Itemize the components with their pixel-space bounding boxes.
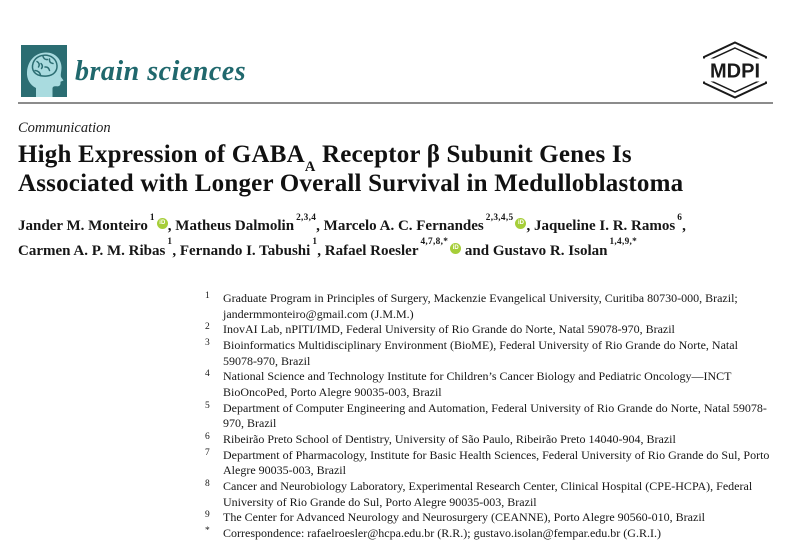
- affiliation-text: The Center for Advanced Neurology and Neurosurgery (CEANNE), Porto Alegre 90560-010, Brazil: [223, 510, 705, 525]
- affiliation-marker: 2: [205, 322, 211, 333]
- article-type-label: Communication: [18, 120, 111, 136]
- journal-header: [0, 0, 791, 103]
- author-separator: ,: [316, 218, 324, 234]
- affiliation-text: InovAI Lab, nPITI/IMD, Federal University of Rio Grande do Norte, Natal 59078-970, Brazil: [223, 322, 675, 337]
- author-separator: and: [461, 242, 493, 259]
- header-divider: [18, 102, 773, 104]
- affiliation-marker: 5: [205, 400, 211, 411]
- affiliation-item: [205, 291, 773, 322]
- affiliation-item: [205, 432, 773, 448]
- affiliation-text: Graduate Program in Principles of Surgery, Mackenzie Evangelical University, Curitiba 80730-000, Brazil; jandermmonteiro@gmail.com (J.M.M.): [223, 291, 738, 321]
- affiliation-item: [205, 448, 773, 479]
- author-separator: ,: [172, 242, 180, 259]
- author-affil-sup: 6: [677, 212, 683, 223]
- title-line1-part1: High Expression of GABA: [18, 141, 305, 168]
- author: [492, 237, 638, 259]
- author-list: [18, 212, 773, 261]
- author-separator: ,: [526, 218, 534, 234]
- affiliation-text: Ribeirão Preto School of Dentistry, University of São Paulo, Ribeirão Preto 14040-904, Brazil: [223, 431, 676, 446]
- journal-name: brain sciences: [75, 56, 247, 87]
- orcid-icon[interactable]: iD: [450, 243, 461, 254]
- title-subscript: A: [304, 158, 316, 175]
- affiliation-marker: *: [205, 525, 211, 536]
- author-name: Rafael Roesler: [324, 242, 419, 259]
- author-name: Jander M. Monteiro: [18, 218, 148, 234]
- author-name: Marcelo A. C. Fernandes: [323, 218, 484, 234]
- author-affil-sup: 4,7,8,*: [420, 237, 449, 248]
- author-line-2: [18, 237, 773, 262]
- author-separator: ,: [317, 242, 325, 259]
- affiliation-item: [205, 401, 773, 432]
- affiliation-marker: 9: [205, 510, 211, 521]
- author: [179, 237, 325, 259]
- author-affil-sup: 1: [167, 237, 173, 248]
- affiliation-item: [205, 479, 773, 510]
- mdpi-logo-text: MDPI: [710, 60, 760, 83]
- author-name: Matheus Dalmolin: [175, 218, 295, 234]
- affiliation-marker: 1: [205, 291, 211, 301]
- author-name: Fernando I. Tabushi: [179, 242, 311, 259]
- author-affil-sup: 2,3,4: [296, 212, 317, 223]
- affiliation-text: National Science and Technology Institute for Children’s Cancer Biology and Pediatric Oncology—INCT BioOncoPed, Porto Alegre 90035-003, Brazil: [223, 369, 732, 399]
- author-name: Gustavo R. Isolan: [492, 242, 608, 259]
- title-line2: Associated with Longer Overall Survival in Medulloblastoma: [18, 170, 684, 197]
- author-affil-sup: 2,3,4,5: [485, 212, 514, 223]
- author-affil-sup: 1: [312, 237, 318, 248]
- affiliation-item: [205, 322, 773, 338]
- orcid-icon[interactable]: iD: [157, 218, 168, 229]
- author: [323, 212, 534, 234]
- article-first-page: [18, 119, 773, 540]
- affiliation-marker: 6: [205, 431, 211, 442]
- affiliation-marker: 3: [205, 337, 211, 348]
- affiliation-text: Cancer and Neurobiology Laboratory, Experimental Research Center, Clinical Hospital (CPE-HCPA), Federal University of Rio Grande do Sul, Porto Alegre 90035-003, Brazil: [223, 478, 753, 509]
- brain-sciences-logo-icon: [21, 45, 67, 97]
- author: [175, 212, 324, 234]
- affiliation-item: [205, 338, 773, 369]
- author: [533, 212, 686, 234]
- author-affil-sup: 1,4,9,*: [609, 237, 638, 248]
- author: [324, 237, 493, 259]
- affiliation-marker: 8: [205, 478, 211, 489]
- affiliation-item: [205, 369, 773, 400]
- orcid-icon[interactable]: iD: [515, 218, 526, 229]
- author-separator: ,: [167, 218, 176, 234]
- affiliation-text: Bioinformatics Multidisciplinary Environment (BioME), Federal University of Rio Grande do Norte, Natal 59078-970, Brazil: [223, 337, 738, 368]
- affiliation-text: Department of Pharmacology, Institute for Basic Health Sciences, Federal University of Rio Grande do Sul, Porto Alegre 90035-003, Brazil: [223, 447, 770, 478]
- author-separator: ,: [682, 218, 686, 234]
- affiliation-marker: 4: [205, 369, 211, 380]
- affiliation-list: [205, 291, 773, 540]
- affiliation-item: [205, 510, 773, 526]
- affiliation-text: Department of Computer Engineering and Automation, Federal University of Rio Grande do Norte, Natal 59078-970, Brazil: [223, 400, 767, 431]
- author: [18, 237, 180, 259]
- author: [18, 212, 176, 234]
- article-title: [18, 140, 773, 198]
- affiliation-marker: 7: [205, 447, 211, 458]
- title-line1-part2: Receptor β Subunit Genes Is: [315, 141, 632, 168]
- author-name: Carmen A. P. M. Ribas: [18, 242, 166, 259]
- affiliation-text: Correspondence: rafaelroesler@hcpa.edu.br (R.R.); gustavo.isolan@fempar.edu.br (G.R.I.): [223, 525, 661, 540]
- mdpi-logo: [695, 41, 775, 99]
- affiliation-item: [205, 526, 773, 540]
- author-affil-sup: 1: [149, 212, 155, 223]
- author-name: Jaqueline I. R. Ramos: [533, 218, 676, 234]
- author-line-1: [18, 212, 773, 237]
